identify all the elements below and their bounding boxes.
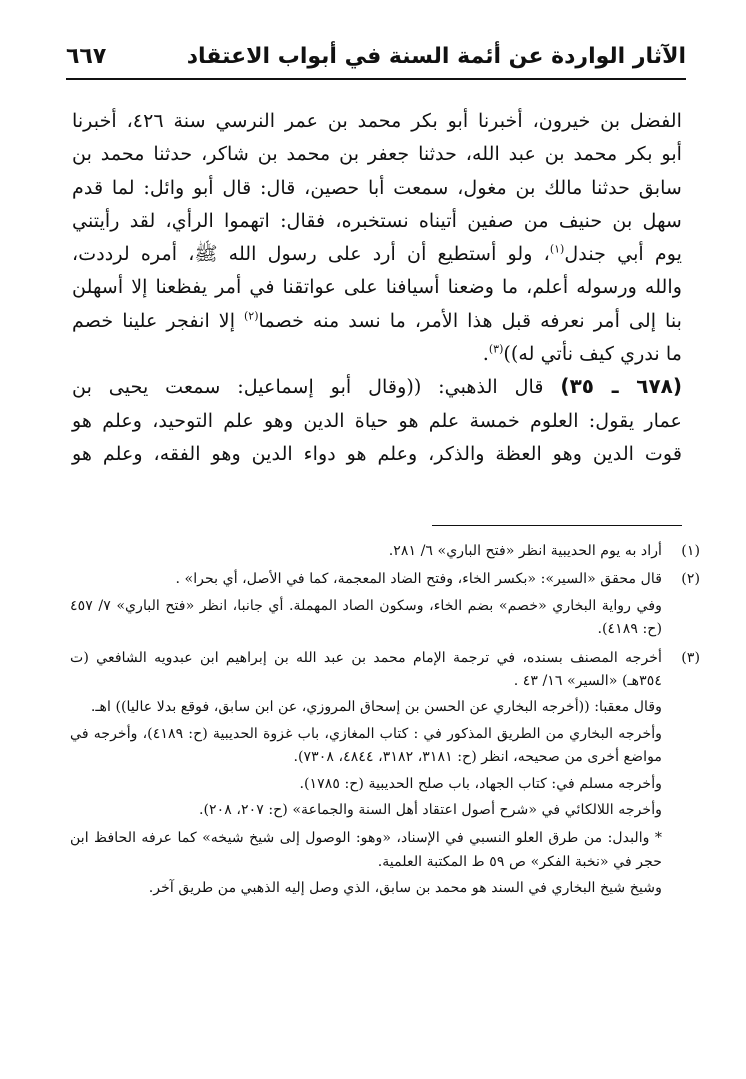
footnote-ref-1[interactable]: (١) xyxy=(549,242,565,256)
text-line: الفضل بن خيرون، أخبرنا أبو بكر محمد بن عمر النرسي سنة ٤٢٦، أخبرنا xyxy=(72,109,682,132)
text-line: قوت الدين وهو العظة والذكر، وعلم هو دواء الدين وهو الفقه، وعلم هو xyxy=(72,441,682,465)
footnote-number: (٣) xyxy=(681,649,700,666)
footnote-text: * والبدل: من طرق العلو النسبي في الإسناد، «وهو: الوصول إلى شيخ شيخه» كما عرفه الحافظ ابن حجر في «نخبة الفكر» ص ٥٩ ط المكتبة العلمية. xyxy=(70,830,662,870)
footnote-1 xyxy=(70,540,700,566)
text-line: سابق حدثنا مالك بن مغول، سمعت أبا حصين، قال: قال أبو وائل: لما قدم xyxy=(72,175,682,199)
footnote-number: (٢) xyxy=(681,571,700,588)
footnote-text: وقال معقبا: ((أخرجه البخاري عن الحسن بن إسحاق المروزي، عن ابن سابق، فوقع بدلا عاليا)) اهـ. xyxy=(90,699,662,716)
footnote-text: قال محقق «السير»: «بكسر الخاء، وفتح الضاد المعجمة، كما في الأصل، أي بحرا» . xyxy=(175,571,662,588)
text-line: سهل بن حنيف من صفين أتيناه نستخبره، فقال: اتهموا الرأي، لقد رأيتني xyxy=(72,208,682,232)
footnote-ref-2[interactable]: (٢) xyxy=(244,309,259,323)
footnote-text: أخرجه المصنف بسنده، في ترجمة الإمام محمد بن عبد الله بن إبراهيم ابن عبدويه الشافعي (ت ٣٥٤هـ) «السير» ١٦/ ٤٣ . xyxy=(70,649,662,690)
footnote-text: وأخرجه اللالكائي في «شرح أصول اعتقاد أهل السنة والجماعة» (ح: ٢٠٧، ٢٠٨). xyxy=(198,802,662,819)
hadith-number: (٦٧٨ ـ ٣٥) xyxy=(560,374,683,399)
footnote-separator xyxy=(432,525,682,526)
main-text xyxy=(72,104,682,470)
footnote-text: وأخرجه مسلم في: كتاب الجهاد، باب صلح الحديبية (ح: ١٧٨٥). xyxy=(299,775,662,792)
text-line: بنا إلى أمر نعرفه قبل هذا الأمر، ما نسد منه خصما$^{(٢)}$ إلا انفجر علينا خصم xyxy=(72,308,682,332)
footnote-3 xyxy=(70,647,700,826)
text-line: يوم أبي جندل$^{(١)}$، ولو أستطيع أن أرد على رسول الله ﷺ، أمره لرددت، xyxy=(72,242,682,266)
running-header-title: الآثار الواردة عن أئمة السنة في أبواب الاعتقاد xyxy=(186,43,686,69)
footnote-3-continued xyxy=(70,827,700,900)
running-header xyxy=(66,34,686,80)
footnote-text: وفي رواية البخاري «خصم» بضم الخاء، وسكون الصاد المهملة. أي جانبا، انظر «فتح الباري» ٧/ ٤٥٧ (ح: ٤١٨٩). xyxy=(70,597,662,638)
footnote-text: وأخرجه البخاري من الطريق المذكور في : كتاب المغازي، باب غزوة الحديبية (ح: ٤١٨٩)، وأخرجه في مواضع أخرى من صحيحه، انظر (ح: ٣١٨١، ٣١٨٢، ٤٨٤٤، ٧٣٠٨). xyxy=(70,725,663,766)
text-line: أبو بكر محمد بن عبد الله، حدثنا جعفر بن محمد بن شاكر، حدثنا محمد بن xyxy=(72,142,682,166)
footnote-text: وشيخ شيخ البخاري في السند هو محمد بن سابق، الذي وصل إليه الذهبي من طريق آخر. xyxy=(148,880,662,897)
text-line: ما ندري كيف نأتي له))$^{(٣)}$. xyxy=(482,342,682,366)
text-line: (٦٧٨ ـ ٣٥) قال الذهبي: ((وقال أبو إسماعيل: سمعت يحيى بن xyxy=(72,374,683,399)
text-line: والله ورسوله أعلم، ما وضعنا أسيافنا على عواتقنا في أمر يفظعنا إلا أسهلن xyxy=(72,275,682,299)
footnote-number: (١) xyxy=(681,543,700,559)
page-number: ٦٦٧ xyxy=(66,43,107,69)
text-line: عمار يقول: العلوم خمسة علم هو حياة الدين وهو علم التوحيد، وعلم هو xyxy=(72,408,682,432)
footnote-ref-3[interactable]: (٣) xyxy=(488,342,504,356)
footnotes xyxy=(70,540,700,904)
footnote-text: أراد به يوم الحديبية انظر «فتح الباري» ٦/ ٢٨١. xyxy=(388,543,662,559)
footnote-2 xyxy=(70,568,700,644)
